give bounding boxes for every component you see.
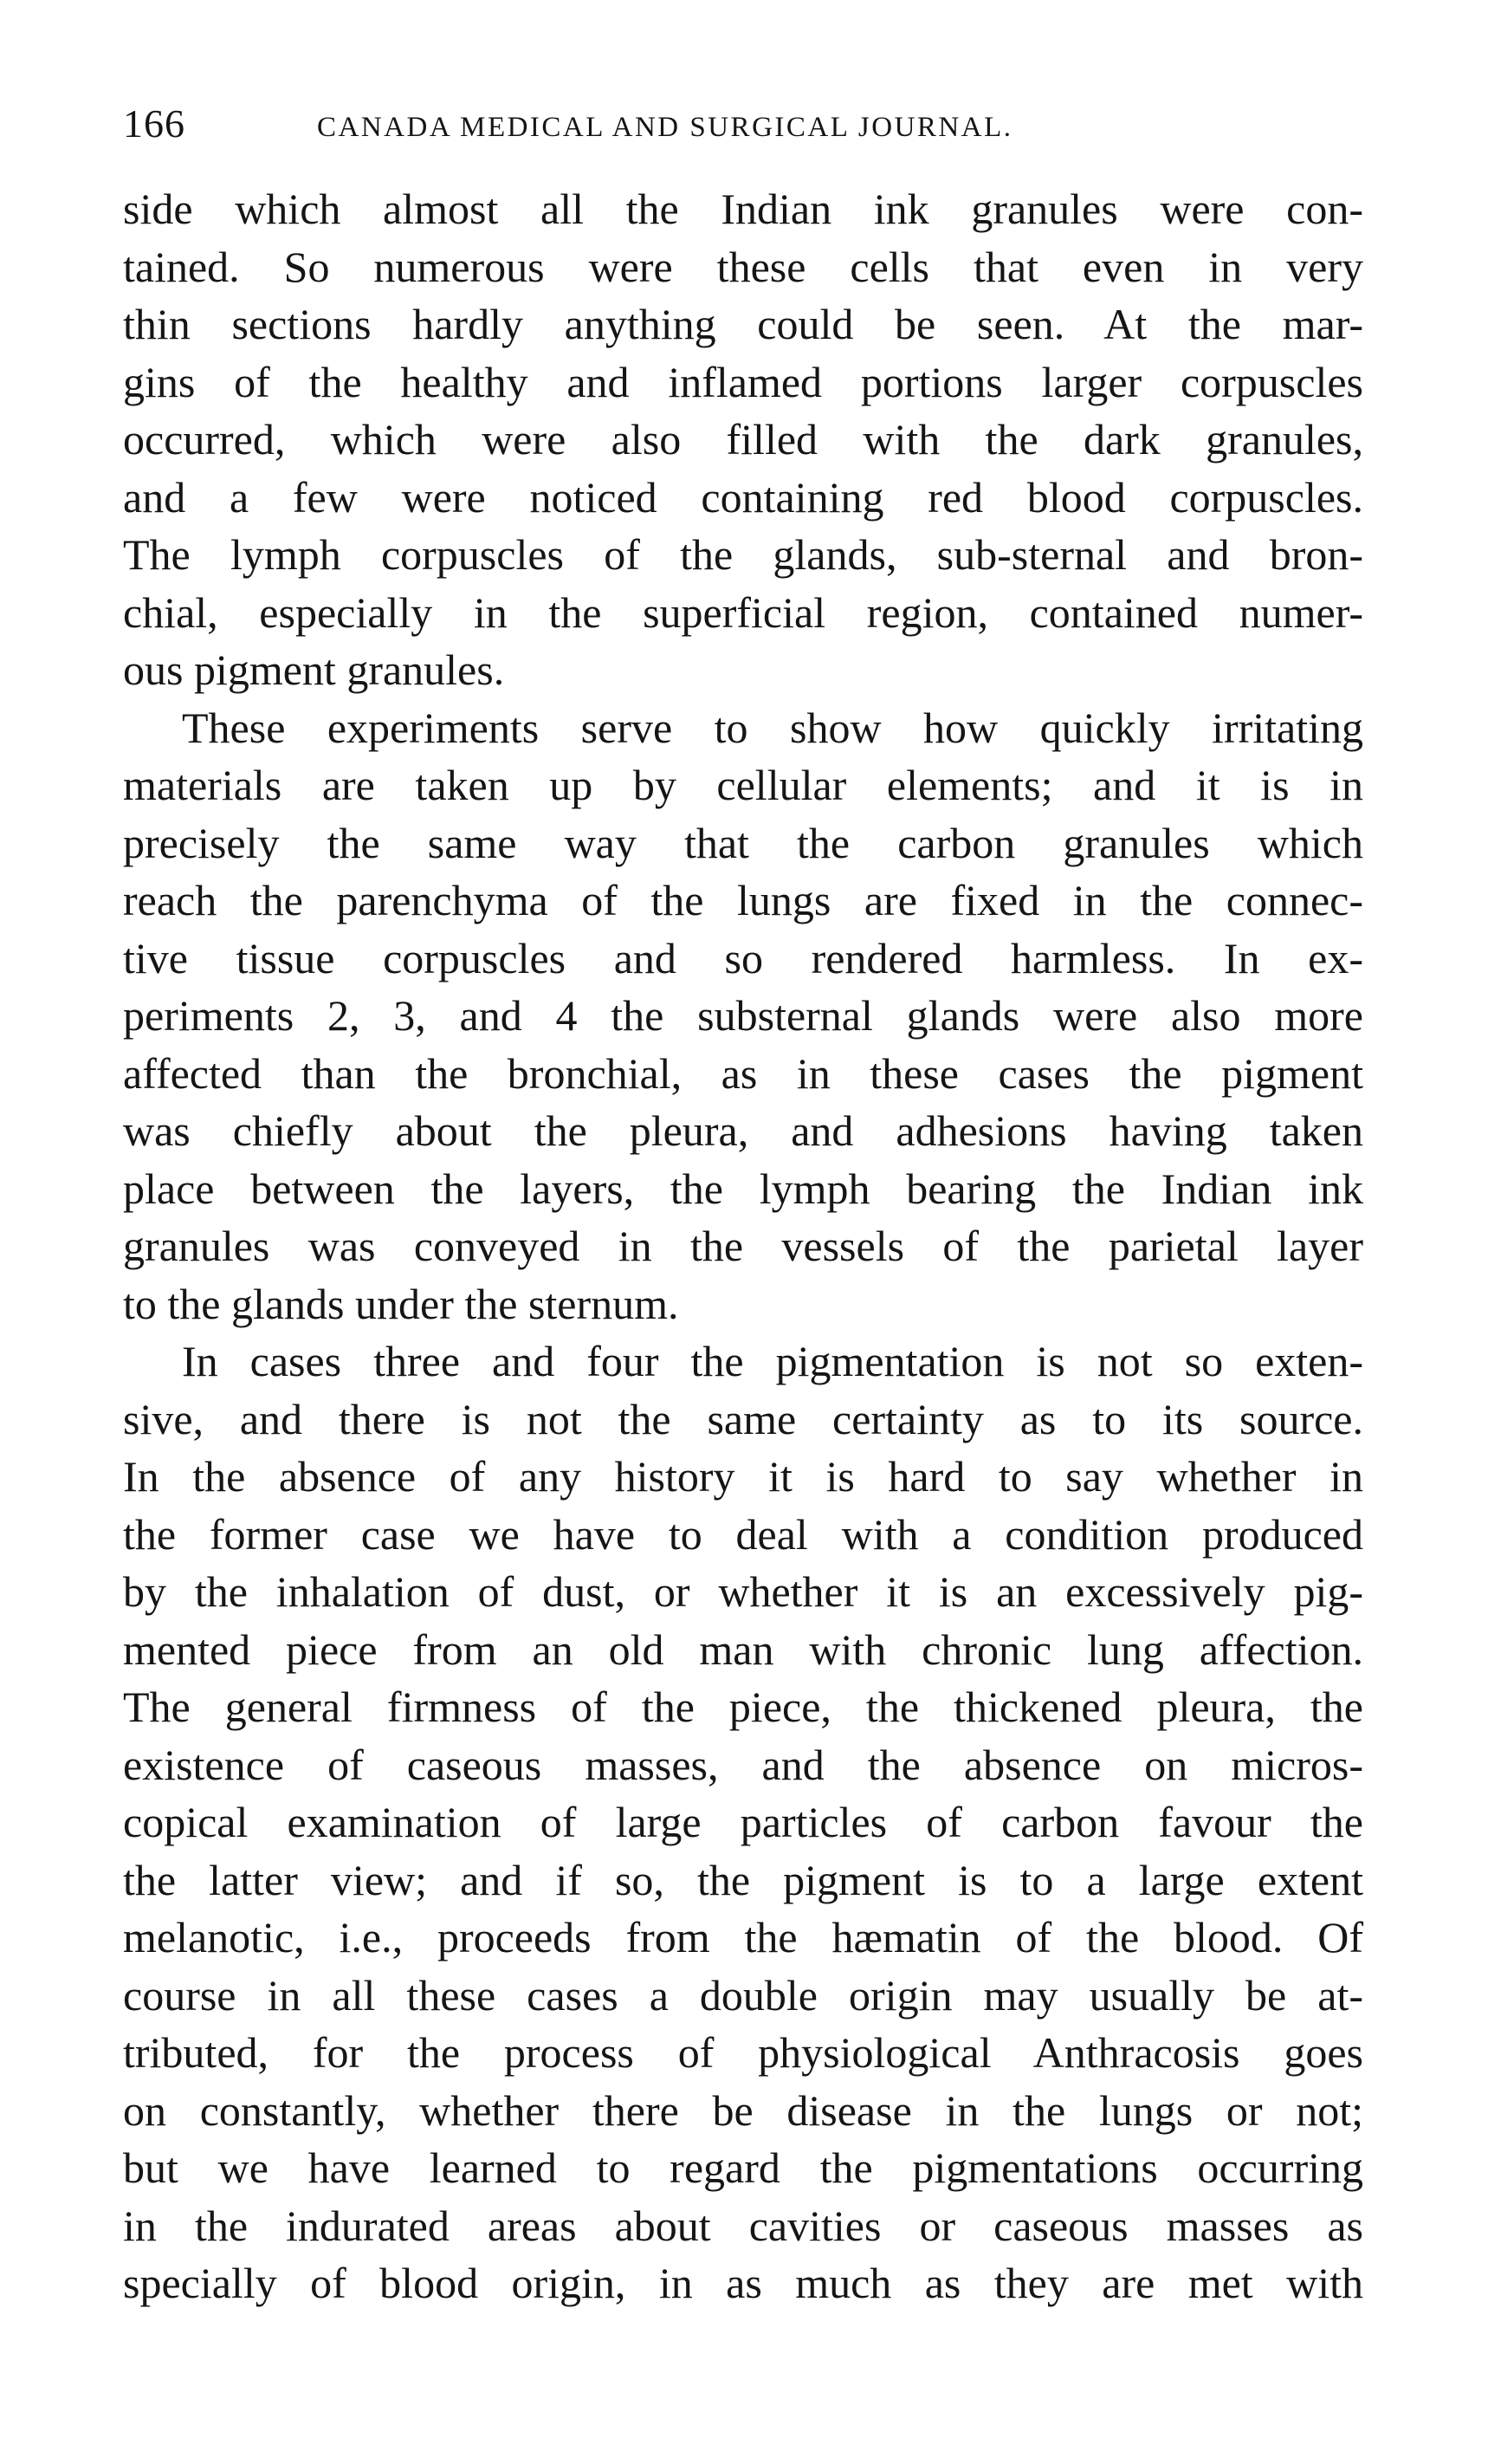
text-line: affected than the bronchial, as in these cases the pigment [123, 1048, 1363, 1098]
text-line: reach the parenchyma of the lungs are fixed in the connec- [123, 876, 1363, 924]
text-line: to the glands under the sternum. [123, 1279, 679, 1328]
text-line: tributed, for the process of physiological Anthracosis goes [123, 2028, 1363, 2077]
text-line: side which almost all the Indian ink granules were con- [123, 185, 1363, 233]
text-line: materials are taken up by cellular elements; and it is in [123, 761, 1363, 809]
text-line: existence of caseous masses, and the absence on micros- [123, 1740, 1363, 1789]
text-line: on constantly, whether there be disease in the lungs or not; [123, 2085, 1363, 2135]
text-line: ous pigment granules. [123, 645, 505, 694]
text-line: melanotic, i.e., proceeds from the hæmatin of the blood. Of [123, 1913, 1363, 1961]
text-line: In cases three and four the pigmentation is not so exten- [182, 1337, 1363, 1385]
text-line: In the absence of any history it is hard to say whether in [123, 1452, 1363, 1501]
text-line: tained. So numerous were these cells that even in very [123, 242, 1363, 291]
text-line: The general firmness of the piece, the thickened pleura, the [123, 1683, 1363, 1731]
text-line: the former case we have to deal with a condition produced [123, 1509, 1363, 1559]
text-line: specially of blood origin, in as much as they are met with [123, 2259, 1363, 2307]
running-head [123, 94, 1379, 154]
paragraph-2 [123, 699, 1363, 1333]
text-line: These experiments serve to show how quickly irritating [182, 703, 1363, 752]
journal-title: CANADA MEDICAL AND SURGICAL JOURNAL. [317, 112, 1013, 143]
text-line: occurred, which were also filled with the dark granules, [123, 415, 1363, 464]
text-line: was chiefly about the pleura, and adhesions having taken [123, 1106, 1363, 1155]
text-line: precisely the same way that the carbon granules which [123, 818, 1363, 867]
text-line: granules was conveyed in the vessels of the parietal layer [123, 1222, 1363, 1270]
text-line: course in all these cases a double origin may usually be at- [123, 1970, 1363, 2020]
text-line: chial, especially in the superficial region, contained numer- [123, 587, 1363, 637]
text-line: tive tissue corpuscles and so rendered harmless. In ex- [123, 933, 1363, 982]
text-line: The lymph corpuscles of the glands, sub-sternal and bron- [123, 530, 1363, 579]
body-text [123, 180, 1363, 2312]
paragraph-1 [123, 180, 1363, 699]
text-line: copical examination of large particles of carbon favour the [123, 1798, 1363, 1846]
text-line: gins of the healthy and inflamed portions larger corpuscles [123, 357, 1363, 406]
text-line: and a few were noticed containing red blood corpuscles. [123, 472, 1363, 522]
text-line: periments 2, 3, and 4 the substernal glands were also more [123, 991, 1363, 1040]
text-line: mented piece from an old man with chronic lung affection. [123, 1624, 1363, 1674]
text-line: thin sections hardly anything could be seen. At the mar- [123, 300, 1363, 348]
page-number: 166 [123, 101, 185, 146]
text-line: the latter view; and if so, the pigment is to a large extent [123, 1855, 1363, 1904]
paragraph-3 [123, 1333, 1363, 2312]
text-line: place between the layers, the lymph bearing the Indian ink [123, 1164, 1363, 1213]
text-line: but we have learned to regard the pigmentations occurring [123, 2143, 1363, 2192]
text-line: in the indurated areas about cavities or caseous masses as [123, 2201, 1363, 2250]
text-line: by the inhalation of dust, or whether it is an excessively pig- [123, 1567, 1363, 1616]
text-line: sive, and there is not the same certainty as to its source. [123, 1394, 1363, 1443]
